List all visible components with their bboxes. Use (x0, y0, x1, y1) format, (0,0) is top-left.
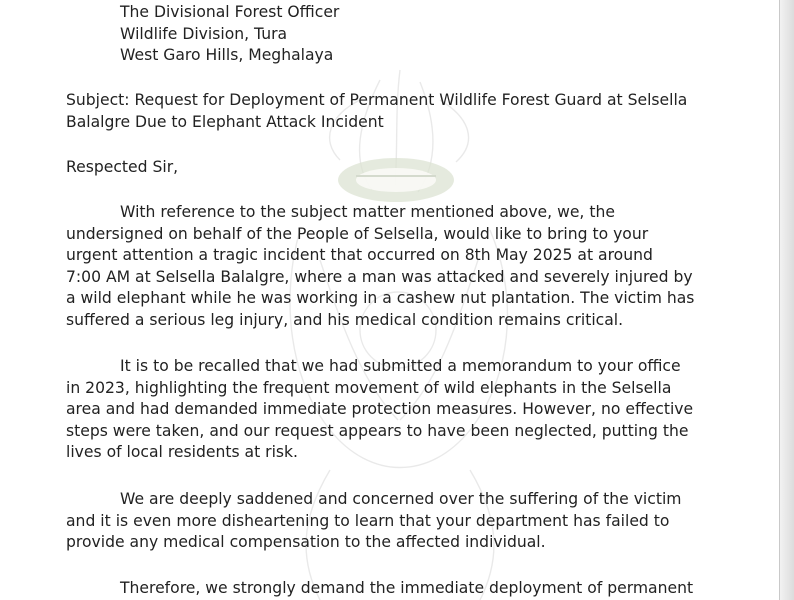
subject-line: Subject: Request for Deployment of Permanent Wildlife Forest Guard at Selsella (66, 91, 688, 109)
paragraph-line: It is to be recalled that we had submitted a memorandum to your office (120, 357, 681, 375)
paragraph-line: and it is even more disheartening to learn that your department has failed to (66, 511, 670, 530)
subject-line: Balalgre Due to Elephant Attack Incident (66, 112, 384, 131)
paragraph-4 (66, 578, 693, 600)
subject-block (66, 90, 687, 133)
paragraph-2 (66, 356, 693, 464)
paragraph-line: suffered a serious leg injury, and his medical condition remains critical. (66, 310, 624, 329)
paragraph-line: 7:00 AM at Selsella Balalgre, where a man was attacked and severely injured by (66, 267, 693, 286)
paragraph-line: in 2023, highlighting the frequent movement of wild elephants in the Selsella (66, 378, 672, 397)
paragraph-line: Therefore, we strongly demand the immediate deployment of permanent (120, 579, 694, 597)
paragraph-1 (66, 202, 694, 332)
paragraph-line: undersigned on behalf of the People of Selsella, would like to bring to your (66, 224, 649, 243)
paragraph-line: urgent attention a tragic incident that occurred on 8th May 2025 at around (66, 246, 653, 265)
address-line: Wildlife Division, Tura (120, 24, 288, 43)
paragraph-line: With reference to the subject matter mentioned above, we, the (120, 203, 615, 221)
paragraph-line: provide any medical compensation to the affected individual. (66, 533, 546, 552)
paragraph-line: a wild elephant while he was working in a cashew nut plantation. The victim has (66, 289, 695, 308)
paragraph-line: We are deeply saddened and concerned over the suffering of the victim (120, 490, 682, 508)
address-line: The Divisional Forest Officer (120, 3, 340, 21)
salutation: Respected Sir, (66, 158, 179, 176)
paragraph-line: area and had demanded immediate protection measures. However, no effective (66, 400, 694, 419)
recipient-address (120, 2, 339, 67)
page-edge-shadow (780, 0, 794, 600)
paragraph-3 (66, 489, 681, 554)
paragraph-line: steps were taken, and our request appears to have been neglected, putting the (66, 421, 689, 440)
address-line: West Garo Hills, Meghalaya (120, 46, 334, 65)
paragraph-line: lives of local residents at risk. (66, 443, 299, 462)
